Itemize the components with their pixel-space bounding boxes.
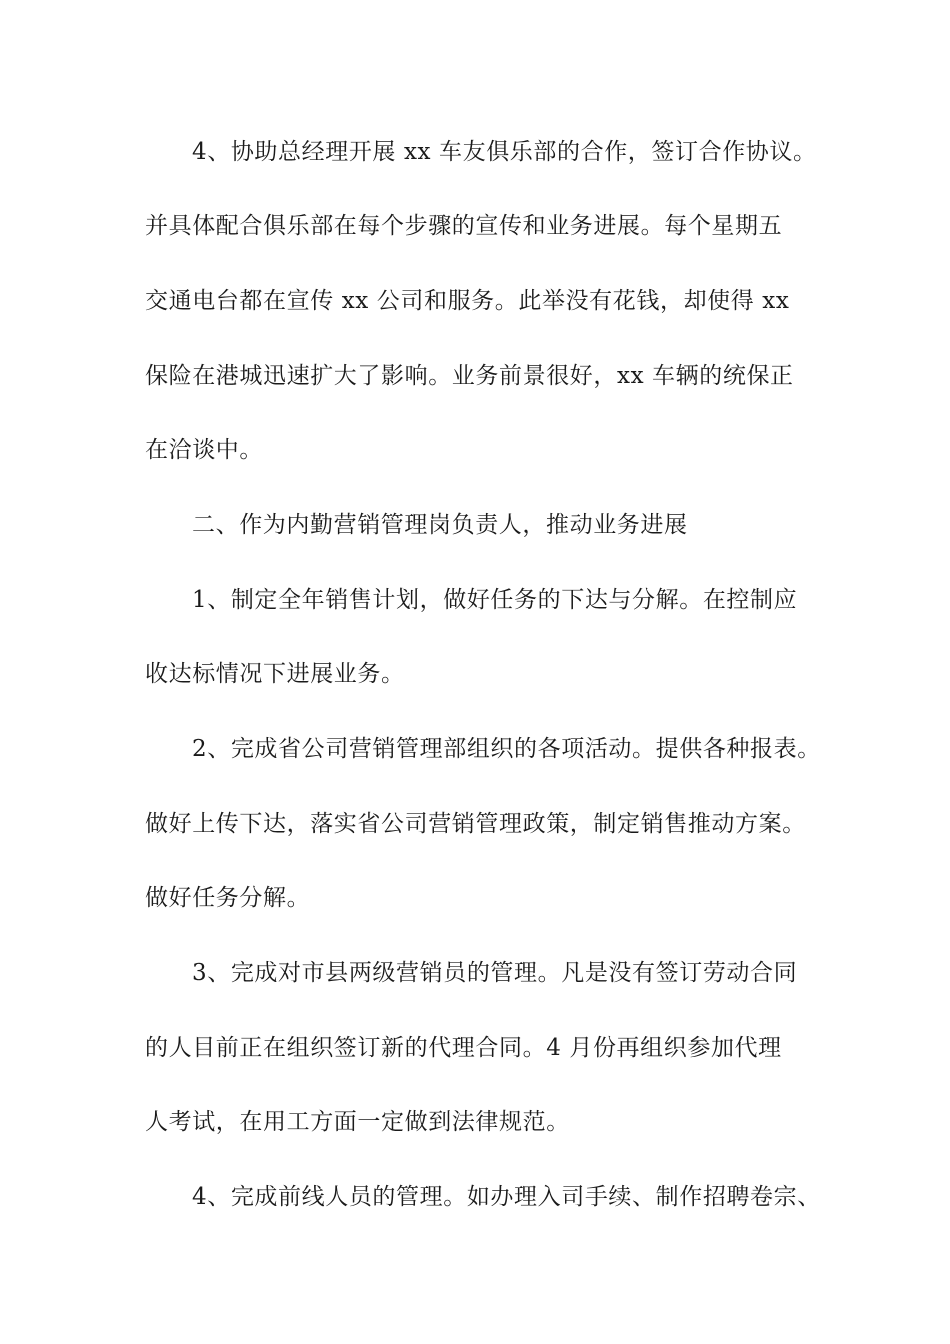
paragraph-line: 1、制定全年销售计划，做好任务的下达与分解。在控制应 [192, 587, 798, 613]
paragraph-line: 4、完成前线人员的管理。如办理入司手续、制作招聘卷宗、 [192, 1184, 821, 1210]
paragraph-line: 收达标情况下进展业务。 [145, 661, 405, 687]
section-heading: 二、作为内勤营销管理岗负责人，推动业务进展 [192, 512, 688, 538]
paragraph-line: 2、完成省公司营销管理部组织的各项活动。提供各种报表。 [192, 736, 821, 762]
paragraph-line: 在洽谈中。 [145, 437, 263, 463]
paragraph-line: 做好任务分解。 [145, 885, 311, 911]
paragraph-line: 做好上传下达，落实省公司营销管理政策，制定销售推动方案。 [145, 811, 806, 837]
paragraph-line: 人考试，在用工方面一定做到法律规范。 [145, 1109, 570, 1135]
paragraph-line: 交通电台都在宣传 xx 公司和服务。此举没有花钱，却使得 xx [145, 288, 790, 314]
paragraph-line: 3、完成对市县两级营销员的管理。凡是没有签订劳动合同 [192, 960, 798, 986]
paragraph-line: 并具体配合俱乐部在每个步骤的宣传和业务进展。每个星期五 [145, 213, 783, 239]
paragraph-line: 的人目前正在组织签订新的代理合同。4 月份再组织参加代理 [145, 1035, 782, 1061]
paragraph-line: 保险在港城迅速扩大了影响。业务前景很好，xx 车辆的统保正 [145, 363, 794, 389]
paragraph-line: 4、协助总经理开展 xx 车友俱乐部的合作，签订合作协议。 [192, 139, 817, 165]
